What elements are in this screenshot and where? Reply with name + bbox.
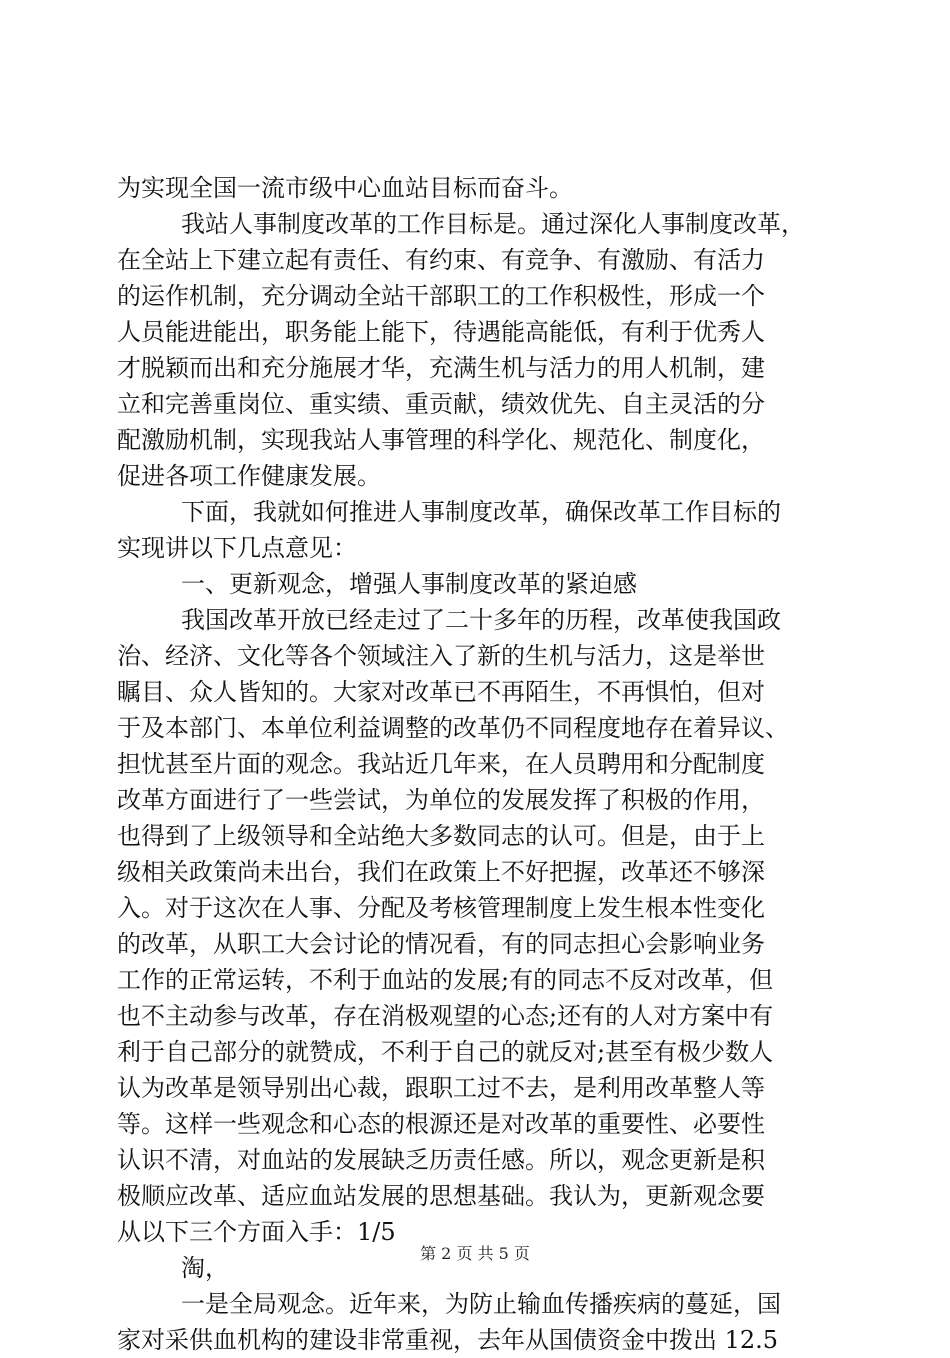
text-line: 人员能进能出，职务能上能下，待遇能高能低，有利于优秀人 (117, 318, 765, 346)
text-line: 利于自己部分的就赞成，不利于自己的就反对;甚至有极少数人 (117, 1038, 774, 1066)
text-line: 级相关政策尚未出台，我们在政策上不好把握，改革还不够深 (117, 858, 765, 886)
text-line: 为实现全国一流市级中心血站目标而奋斗。 (117, 174, 573, 202)
text-line: 的改革，从职工大会讨论的情况看，有的同志担心会影响业务 (117, 930, 765, 958)
text-line: 认识不清，对血站的发展缺乏历责任感。所以，观念更新是积 (117, 1146, 765, 1174)
text-line: 工作的正常运转，不利于血站的发展;有的同志不反对改革，但 (117, 966, 774, 994)
text-line: 家对采供血机构的建设非常重视，去年从国债资金中拨出 12.5 (117, 1326, 779, 1354)
text-line: 从以下三个方面入手：1/5 (117, 1218, 396, 1246)
text-line: 一、更新观念，增强人事制度改革的紧迫感 (181, 570, 637, 598)
text-line: 入。对于这次在人事、分配及考核管理制度上发生根本性变化 (117, 894, 765, 922)
text-line: 的运作机制，充分调动全站干部职工的工作积极性，形成一个 (117, 282, 765, 310)
text-line: 实现讲以下几点意见： (117, 534, 357, 562)
text-line: 下面，我就如何推进人事制度改革，确保改革工作目标的 (181, 498, 781, 526)
text-line: 认为改革是领导别出心裁，跟职工过不去，是利用改革整人等 (117, 1074, 765, 1102)
text-line: 等。这样一些观念和心态的根源还是对改革的重要性、必要性 (117, 1110, 765, 1138)
text-line: 担忧甚至片面的观念。我站近几年来，在人员聘用和分配制度 (117, 750, 765, 778)
text-line: 改革方面进行了一些尝试，为单位的发展发挥了积极的作用， (117, 786, 765, 814)
text-line: 我站人事制度改革的工作目标是。通过深化人事制度改革， (181, 210, 805, 238)
text-line: 于及本部门、本单位利益调整的改革仍不同程度地存在着异议、 (117, 714, 789, 742)
text-line: 也不主动参与改革，存在消极观望的心态;还有的人对方案中有 (117, 1002, 774, 1030)
text-line: 治、经济、文化等各个领域注入了新的生机与活力，这是举世 (117, 642, 765, 670)
text-line: 配激励机制，实现我站人事管理的科学化、规范化、制度化， (117, 426, 765, 454)
text-line: 淘， (181, 1254, 229, 1282)
text-line: 极顺应改革、适应血站发展的思想基础。我认为，更新观念要 (117, 1182, 765, 1210)
text-line: 在全站上下建立起有责任、有约束、有竞争、有激励、有活力 (117, 246, 765, 274)
text-line: 才脱颖而出和充分施展才华，充满生机与活力的用人机制，建 (117, 354, 765, 382)
text-line: 我国改革开放已经走过了二十多年的历程，改革使我国政 (181, 606, 781, 634)
text-line: 也得到了上级领导和全站绝大多数同志的认可。但是，由于上 (117, 822, 765, 850)
text-line: 促进各项工作健康发展。 (117, 462, 381, 490)
text-line: 瞩目、众人皆知的。大家对改革已不再陌生，不再惧怕，但对 (117, 678, 765, 706)
text-line: 立和完善重岗位、重实绩、重贡献，绩效优先、自主灵活的分 (117, 390, 765, 418)
page-footer: 第 2 页 共 5 页 (420, 1244, 530, 1263)
text-line: 一是全局观念。近年来，为防止输血传播疾病的蔓延，国 (181, 1290, 781, 1318)
